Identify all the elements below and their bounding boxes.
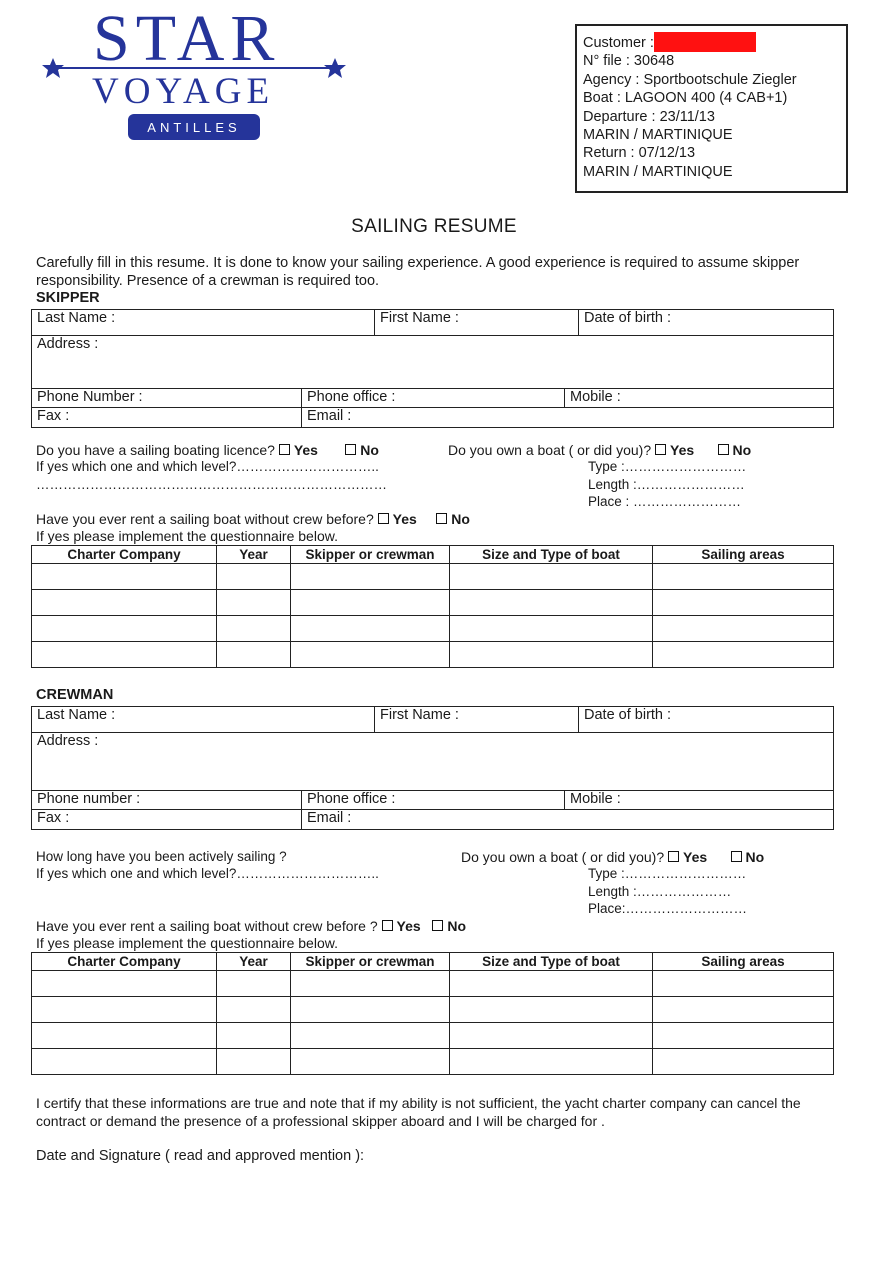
table-row [32,616,834,642]
own-boat-question-text: Do you own a boat ( or did you)? [461,849,665,865]
table-cell[interactable] [291,564,450,590]
crewman-boat-type[interactable]: Type :……………………… [588,866,747,881]
skipper-email-field[interactable]: Email : [302,408,834,428]
departure-place: MARIN / MARTINIQUE [583,127,733,144]
skipper-first-name-field[interactable]: First Name : [375,310,579,336]
table-cell[interactable] [291,1049,450,1075]
licence-no-checkbox[interactable] [345,444,356,455]
column-header: Sailing areas [653,953,834,971]
own-boat-yes-checkbox[interactable] [655,444,666,455]
column-header: Charter Company [32,953,217,971]
table-cell[interactable] [291,616,450,642]
no-label: No [447,918,467,934]
skipper-dob-field[interactable]: Date of birth : [579,310,834,336]
skipper-licence-question [36,442,379,458]
table-cell[interactable] [217,971,291,997]
table-cell[interactable] [450,564,653,590]
own-boat-no-checkbox[interactable] [731,851,742,862]
table-cell[interactable] [32,564,217,590]
table-row [32,642,834,668]
table-row [32,971,834,997]
skipper-boat-place[interactable]: Place : …………………… [588,494,742,509]
certification-text: I certify that these informations are true and note that if my ability is not sufficient, the yacht charter company can cancel the contract or demand the presence of a professional skipper aboard and I will be charged for . [36,1095,801,1129]
table-cell[interactable] [291,1023,450,1049]
yes-label: Yes [683,849,708,865]
signature-line[interactable]: Date and Signature ( read and approved mention ): [36,1148,365,1164]
crewman-last-name-field[interactable]: Last Name : [32,707,375,733]
booking-info-box [575,24,848,193]
yes-label: Yes [396,918,421,934]
skipper-implement-note: If yes please implement the questionnaire below. [36,528,338,544]
table-cell[interactable] [653,997,834,1023]
no-label: No [745,849,765,865]
column-header: Charter Company [32,546,217,564]
rent-yes-checkbox[interactable] [382,920,393,931]
table-cell[interactable] [291,997,450,1023]
file-number: N° file : 30648 [583,53,675,70]
table-cell[interactable] [217,997,291,1023]
crewman-address-field[interactable]: Address : [32,733,834,791]
table-cell[interactable] [217,642,291,668]
table-row [32,997,834,1023]
table-cell[interactable] [32,1023,217,1049]
column-header: Size and Type of boat [450,953,653,971]
logo-badge-text: ANTILLES [147,120,241,135]
table-cell[interactable] [32,642,217,668]
table-cell[interactable] [450,1023,653,1049]
own-boat-no-checkbox[interactable] [718,444,729,455]
table-cell[interactable] [450,971,653,997]
skipper-fax-field[interactable]: Fax : [32,408,302,428]
own-boat-yes-checkbox[interactable] [668,851,679,862]
yes-label: Yes [293,442,318,458]
crewman-email-field[interactable]: Email : [302,810,834,830]
licence-question-text: Do you have a sailing boating licence? [36,442,275,458]
table-cell[interactable] [450,1049,653,1075]
own-boat-question-text: Do you own a boat ( or did you)? [448,442,652,458]
skipper-rent-question [36,511,470,527]
column-header: Sailing areas [653,546,834,564]
table-cell[interactable] [653,616,834,642]
table-row [32,1023,834,1049]
crewman-heading: CREWMAN [36,687,114,703]
rent-question-text: Have you ever rent a sailing boat without crew before? [36,511,374,527]
table-cell[interactable] [450,642,653,668]
table-cell[interactable] [217,616,291,642]
skipper-mobile-field[interactable]: Mobile : [565,389,834,408]
table-cell[interactable] [653,1049,834,1075]
table-cell[interactable] [217,1049,291,1075]
logo-star-text: STAR [93,2,281,75]
table-cell[interactable] [450,997,653,1023]
table-cell[interactable] [32,971,217,997]
table-cell[interactable] [32,590,217,616]
table-cell[interactable] [291,642,450,668]
crewman-fields [31,706,834,791]
crewman-boat-length[interactable]: Length :………………… [588,884,732,899]
yes-label: Yes [392,511,417,527]
table-cell[interactable] [653,564,834,590]
customer-line [583,32,846,52]
table-cell[interactable] [653,590,834,616]
skipper-contact-fields [31,388,834,428]
skipper-heading: SKIPPER [36,290,100,306]
column-header: Skipper or crewman [291,546,450,564]
table-row [32,1049,834,1075]
crewman-phone-field[interactable]: Phone number : [32,791,302,810]
table-cell[interactable] [32,997,217,1023]
boat: Boat : LAGOON 400 (4 CAB+1) [583,90,788,107]
licence-yes-checkbox[interactable] [279,444,290,455]
crewman-dob-field[interactable]: Date of birth : [579,707,834,733]
customer-label: Customer : [583,35,654,51]
column-header: Size and Type of boat [450,546,653,564]
crewman-own-boat-question [461,849,764,865]
skipper-dots-line[interactable]: …………………………………………………………………… [36,477,387,492]
table-cell[interactable] [217,590,291,616]
crewman-mobile-field[interactable]: Mobile : [565,791,834,810]
crewman-boat-place[interactable]: Place:……………………… [588,901,748,916]
crewman-sailing-question: How long have you been actively sailing ? [36,849,287,864]
table-cell[interactable] [217,1023,291,1049]
skipper-phone-office-field[interactable]: Phone office : [302,389,565,408]
skipper-phone-field[interactable]: Phone Number : [32,389,302,408]
skipper-boat-length[interactable]: Length :…………………… [588,477,745,492]
crewman-contact-fields [31,790,834,830]
rent-no-checkbox[interactable] [436,513,447,524]
skipper-fields [31,309,834,389]
table-cell[interactable] [653,971,834,997]
skipper-which-level[interactable]: If yes which one and which level?………………………….. [36,459,379,474]
crewman-phone-office-field[interactable]: Phone office : [302,791,565,810]
yes-label: Yes [670,442,695,458]
table-cell[interactable] [32,616,217,642]
crewman-first-name-field[interactable]: First Name : [375,707,579,733]
table-row [32,564,834,590]
table-cell[interactable] [217,564,291,590]
no-label: No [732,442,752,458]
agency: Agency : Sportbootschule Ziegler [583,71,797,88]
crewman-fax-field[interactable]: Fax : [32,810,302,830]
no-label: No [360,442,379,458]
crewman-implement-note: If yes please implement the questionnaire below. [36,935,338,951]
table-cell[interactable] [450,590,653,616]
page-title: SAILING RESUME [351,216,517,237]
rent-no-checkbox[interactable] [432,920,443,931]
column-header: Year [217,546,291,564]
skipper-last-name-field[interactable]: Last Name : [32,310,375,336]
table-cell[interactable] [291,590,450,616]
table-row [32,590,834,616]
table-cell[interactable] [653,1023,834,1049]
no-label: No [451,511,470,527]
skipper-address-field[interactable]: Address : [32,336,834,389]
return-place: MARIN / MARTINIQUE [583,163,733,180]
crewman-charter-table [31,952,834,1075]
rent-yes-checkbox[interactable] [378,513,389,524]
intro-text: Carefully fill in this resume. It is done to know your sailing experience. A good experience is required to assume skipper responsibility. Presence of a crewman is required too. [36,255,800,289]
skipper-own-boat-question [448,442,751,458]
skipper-charter-table [31,545,834,668]
redacted-customer-name [654,32,756,52]
table-cell[interactable] [32,1049,217,1075]
skipper-boat-type[interactable]: Type :……………………… [588,459,747,474]
column-header: Year [217,953,291,971]
table-cell[interactable] [291,971,450,997]
crewman-rent-question [36,918,466,934]
return: Return : 07/12/13 [583,145,696,162]
rent-question-text: Have you ever rent a sailing boat without crew before ? [36,918,378,934]
table-cell[interactable] [450,616,653,642]
departure: Departure : 23/11/13 [583,108,715,125]
table-cell[interactable] [653,642,834,668]
logo-voyage-text: VOYAGE [92,71,275,112]
crewman-which-level[interactable]: If yes which one and which level?………………………….. [36,866,379,881]
star-voyage-logo [40,0,350,145]
column-header: Skipper or crewman [291,953,450,971]
